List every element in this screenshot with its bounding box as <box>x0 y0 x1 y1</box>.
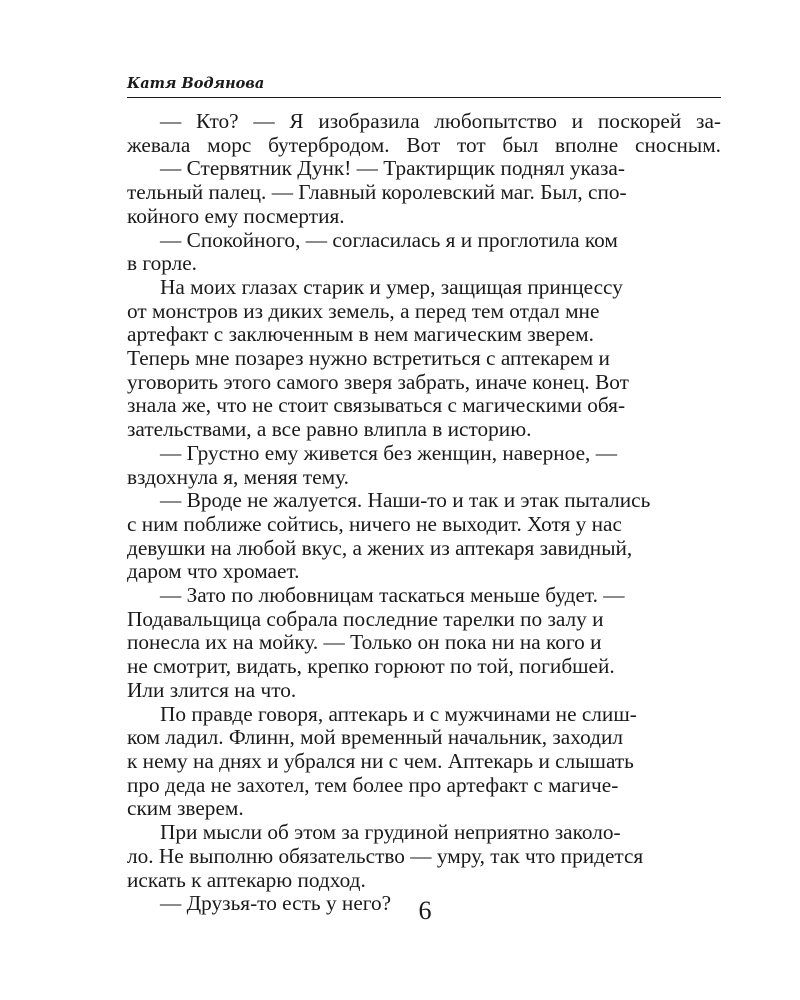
text-line: — Друзья-то есть у него? <box>160 891 392 916</box>
paragraph <box>127 821 721 892</box>
text-line: При мысли об этом за грудиной неприятно заколо- <box>160 820 621 845</box>
paragraph <box>127 489 721 584</box>
text-line: не смотрит, видать, крепко горюют по той, погибшей. <box>127 654 615 679</box>
paragraph <box>127 276 721 442</box>
paragraph <box>127 229 721 276</box>
text-line: даром что хромает. <box>127 559 300 584</box>
paragraph <box>127 442 721 489</box>
text-line: — Стервятник Дунк! — Трактирщик поднял указа- <box>160 156 625 181</box>
text-line: про деда не захотел, тем более про артефакт с магиче- <box>127 772 619 797</box>
text-line: Теперь мне позарез нужно встретиться с аптекарем и <box>127 346 610 371</box>
text-line: артефакт с заключенным в нем магическим зверем. <box>127 322 594 347</box>
text-line: — Грустно ему живется без женщин, наверное, — <box>160 440 617 465</box>
text-line: ским зверем. <box>127 796 244 821</box>
text-line: вздохнула я, меняя тему. <box>127 464 349 489</box>
text-line: тельный палец. — Главный королевский маг. Был, спо- <box>127 180 627 205</box>
text-line: зательствами, а все равно влипла в историю. <box>127 417 532 442</box>
text-line: с ним поближе сойтись, ничего не выходит. Хотя у нас <box>127 511 622 536</box>
text-line: в горле. <box>127 251 198 276</box>
text-line: ком ладил. Флинн, мой временный начальник, заходил <box>127 725 623 750</box>
text-line: уговорить этого самого зверя забрать, иначе конец. Вот <box>127 369 629 394</box>
text-line: На моих глазах старик и умер, защищая принцессу <box>160 274 623 299</box>
text-line: ло. Не выполню обязательство — умру, так что придется <box>127 843 644 868</box>
text-line: — Вроде не жалуется. Наши-то и так и этак пытались <box>160 488 651 513</box>
text-line: искать к аптекарю подход. <box>127 867 366 892</box>
text-line: понесла их на мойку. — Только он пока ни на кого и <box>127 630 602 655</box>
text-line: Или злится на что. <box>127 677 297 702</box>
text-line: — Зато по любовницам таскаться меньше будет. — <box>160 583 625 608</box>
text-line: жевала морс бутербродом. Вот тот был вполне сносным. <box>127 132 721 157</box>
paragraph <box>127 703 721 822</box>
header-rule <box>127 97 721 98</box>
text-line: — Спокойного, — согласилась я и проглотила ком <box>160 227 618 252</box>
text-line: койного ему посмертия. <box>127 203 345 228</box>
text-line: По правде говоря, аптекарь и с мужчинами не слиш- <box>160 701 637 726</box>
paragraph <box>127 584 721 703</box>
text-line: от монстров из диких земель, а перед тем отдал мне <box>127 298 600 323</box>
paragraph <box>127 157 721 228</box>
text-line: — Кто? — Я изобразила любопытство и поскорей за- <box>160 109 721 133</box>
running-head-author: Катя Водянова <box>127 75 265 92</box>
text-line: знала же, что не стоит связываться с магическими обя- <box>127 393 626 418</box>
page-number: 6 <box>418 896 432 925</box>
body-text <box>127 110 721 916</box>
text-line: Подавальщица собрала последние тарелки по залу и <box>127 606 604 631</box>
text-line: к нему на днях и убрался ни с чем. Аптекарь и слышать <box>127 748 634 773</box>
paragraph <box>127 110 721 157</box>
text-line: девушки на любой вкус, а жених из аптекаря завидный, <box>127 535 633 560</box>
